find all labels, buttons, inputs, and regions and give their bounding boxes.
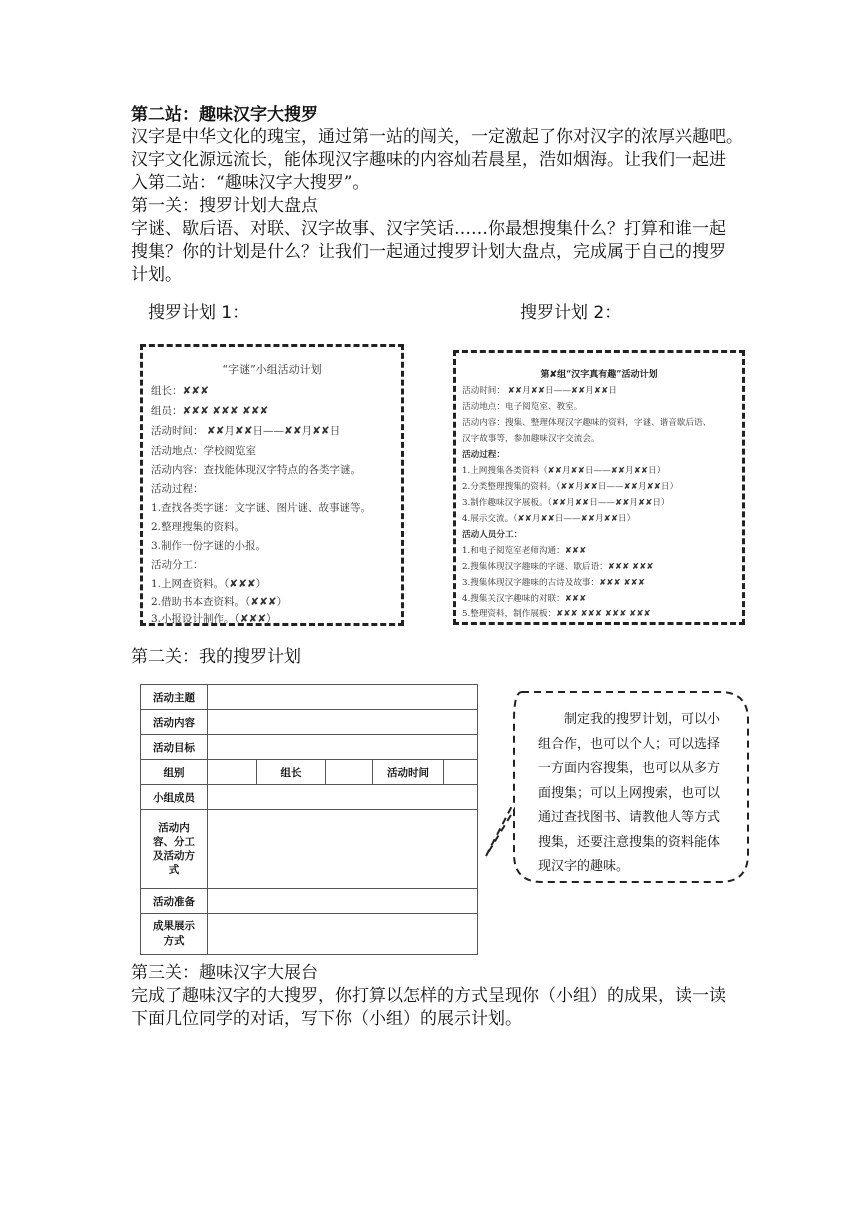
plan2-title: 第✘组“汉字真有趣”活动计划 <box>540 370 658 380</box>
plan1-line: 3.制作一份字谜的小报。 <box>151 540 267 552</box>
leader-input-cell[interactable] <box>326 760 373 785</box>
arrangement-label: 活动内容、分工及活动方式 <box>141 810 208 889</box>
plan2-line: 活动时间： ✘✘月✘✘日——✘✘月✘✘日 <box>462 386 617 396</box>
plan2-line: 4.搜集关汉字趣味的对联：✘✘✘ <box>462 594 587 604</box>
plan2-line: 2.搜集体现汉字趣味的字谜、歇后语：✘✘✘ ✘✘✘ <box>462 562 654 572</box>
plan1-label: 搜罗计划 1： <box>148 303 250 323</box>
group-label: 组别 <box>141 760 208 785</box>
plan1-line: 活动地点：学校阅览室 <box>151 445 256 457</box>
content-label: 活动内容 <box>141 710 208 735</box>
plan2-line: 汉字故事等，参加趣味汉字交流会。 <box>462 434 600 444</box>
plan2-line: 1.和电子阅览室老师沟通：✘✘✘ <box>462 546 587 556</box>
plan-form-table <box>140 684 478 955</box>
level1-line: 字谜、歇后语、对联、汉字故事、汉字笑话……你最想搜集什么？打算和谁一起 <box>131 219 726 239</box>
intro-line: 入第二站：“趣味汉字大搜罗”。 <box>131 173 370 193</box>
bubble-text: 制定我的搜罗计划，可以小组合作，也可以个人；可以选择一方面内容搜集，也可以从多方面搜集；可以上网搜索，也可以通过查找图书、请教他人等方式搜集，还要注意搜集的资料能体现汉字的趣味。 <box>538 712 721 874</box>
members-input-cell[interactable] <box>208 785 478 810</box>
table-row <box>141 785 478 810</box>
display-label: 成果展示方式 <box>141 914 208 955</box>
level2-title: 第二关：我的搜罗计划 <box>131 647 301 667</box>
plan2-line: 4.展示交流。（✘✘月✘✘日——✘✘月✘✘日） <box>462 514 636 524</box>
plan2-card <box>453 350 745 625</box>
group-input-cell[interactable] <box>208 760 257 785</box>
plan1-line: 组长：✘✘✘ <box>151 385 209 397</box>
arrangement-input-cell[interactable] <box>208 810 478 889</box>
plan2-line: 活动内容：搜集、整理体现汉字趣味的资料，字谜、谐音歇后语、 <box>462 418 712 428</box>
table-row <box>141 914 478 955</box>
plan2-line: 活动地点：电子阅览室、教室。 <box>462 402 583 412</box>
display-input-cell[interactable] <box>208 914 478 955</box>
goal-label: 活动目标 <box>141 735 208 760</box>
intro-line: 汉字是中华文化的瑰宝，通过第一站的闯关，一定激起了你对汉字的浓厚兴趣吧。 <box>131 127 743 147</box>
time-input-cell[interactable] <box>444 760 478 785</box>
goal-input-cell[interactable] <box>208 735 478 760</box>
level3-line: 完成了趣味汉字的大搜罗，你打算以怎样的方式呈现你（小组）的成果，读一读 <box>131 986 726 1006</box>
topic-input-cell[interactable] <box>208 685 478 710</box>
table-row <box>141 710 478 735</box>
topic-label: 活动主题 <box>141 685 208 710</box>
time-label: 活动时间 <box>373 760 444 785</box>
table-row <box>141 735 478 760</box>
content-input-cell[interactable] <box>208 710 478 735</box>
level1-line: 计划。 <box>131 265 182 285</box>
table-row <box>141 760 478 785</box>
intro-line: 汉字文化源远流长，能体现汉字趣味的内容灿若晨星，浩如烟海。让我们一起进 <box>131 150 726 170</box>
plan1-line: 组员：✘✘✘ ✘✘✘ ✘✘✘ <box>151 405 269 417</box>
level1-line: 搜集？你的计划是什么？让我们一起通过搜罗计划大盘点，完成属于自己的搜罗 <box>131 242 726 262</box>
plan2-line: 5.整理资料，制作展板：✘✘✘ ✘✘✘ ✘✘✘ ✘✘✘ <box>462 609 651 619</box>
leader-label: 组长 <box>257 760 326 785</box>
plan1-line: 2.借助书本查资料。（✘✘✘） <box>151 596 288 608</box>
plan2-line: 活动人员分工： <box>462 530 523 540</box>
plan1-line: 活动分工： <box>151 559 204 571</box>
station-heading: 第二站：趣味汉字大搜罗 <box>131 105 318 125</box>
level3-line: 下面几位同学的对话，写下你（小组）的展示计划。 <box>131 1009 522 1029</box>
table-row <box>141 685 478 710</box>
members-label: 小组成员 <box>141 785 208 810</box>
plan1-line: 2.整理搜集的资料。 <box>151 521 246 533</box>
plan1-title: “字谜”小组活动计划 <box>222 363 322 376</box>
plan2-line: 3.制作趣味汉字展板。（✘✘月✘✘日——✘✘月✘✘日） <box>462 498 670 508</box>
plan2-line: 3.搜集体现汉字趣味的古诗及故事：✘✘✘ ✘✘✘ <box>462 578 646 588</box>
preparation-input-cell[interactable] <box>208 889 478 914</box>
plan1-line: 活动内容：查找能体现汉字特点的各类字谜。 <box>151 464 361 476</box>
plan1-line: 1.上网查资料。（✘✘✘） <box>151 578 267 590</box>
plan1-line: 活动时间： ✘✘月✘✘日——✘✘月✘✘日 <box>151 425 341 437</box>
table-row <box>141 810 478 889</box>
plan2-label: 搜罗计划 2： <box>520 303 622 323</box>
table-row <box>141 889 478 914</box>
plan1-line: 1.查找各类字谜：文字谜、图片谜、故事谜等。 <box>151 502 372 514</box>
preparation-label: 活动准备 <box>141 889 208 914</box>
plan2-line: 活动过程： <box>462 450 505 460</box>
level3-title: 第三关：趣味汉字大展台 <box>131 963 318 983</box>
plan2-line: 1.上网搜集各类资料（✘✘月✘✘日——✘✘月✘✘日） <box>462 466 666 476</box>
plan2-line: 2.分类整理搜集的资料。（✘✘月✘✘日——✘✘月✘✘日） <box>462 482 679 492</box>
plan1-card <box>140 344 404 626</box>
plan1-line: 活动过程： <box>151 483 204 495</box>
plan1-line: 3.小报设计制作。（✘✘✘） <box>151 613 277 625</box>
level1-title: 第一关：搜罗计划大盘点 <box>131 196 318 216</box>
